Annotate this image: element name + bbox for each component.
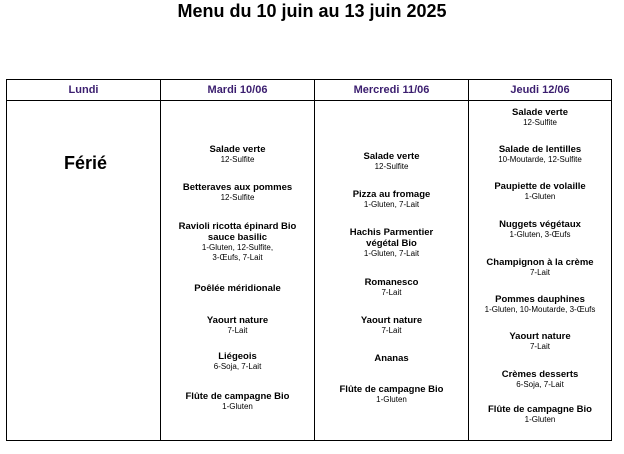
- menu-item: [469, 257, 611, 278]
- allergen-info: 7-Lait: [381, 326, 402, 335]
- column-lundi: [7, 101, 160, 440]
- menu-item: [161, 221, 314, 263]
- menu-item: [469, 331, 611, 352]
- allergen-info: 1-Gluten: [524, 192, 556, 201]
- dish-name: Champignon à la crème: [486, 257, 594, 268]
- menu-item: [469, 107, 611, 128]
- dish-name: Paupiette de volaille: [494, 181, 586, 192]
- header-mardi: Mardi 10/06: [207, 84, 268, 96]
- dish-name: Salade verte: [363, 151, 420, 162]
- menu-item: [161, 144, 314, 165]
- menu-item: [315, 315, 468, 336]
- menu-item: [469, 369, 611, 390]
- column-mercredi: [315, 101, 468, 440]
- dish-name: Yaourt nature: [509, 331, 571, 342]
- menu-item: [469, 219, 611, 240]
- allergen-info: 7-Lait: [529, 342, 550, 351]
- dish-name: végétal Bio: [366, 238, 417, 249]
- allergen-info: 1-Gluten, 7-Lait: [363, 249, 420, 258]
- dish-name: Flûte de campagne Bio: [185, 391, 290, 402]
- menu-item: [315, 227, 468, 259]
- allergen-info: 7-Lait: [227, 326, 248, 335]
- menu-item: [161, 351, 314, 372]
- menu-item: [161, 283, 314, 294]
- dish-name: Flûte de campagne Bio: [339, 384, 444, 395]
- allergen-info: 1-Gluten, 12-Sulfite,: [201, 243, 274, 252]
- header-lundi: Lundi: [68, 84, 99, 96]
- menu-item: [315, 277, 468, 298]
- dish-name: Liégeois: [218, 351, 257, 362]
- dish-name: Salade verte: [209, 144, 266, 155]
- menu-item: [469, 404, 611, 425]
- menu-table: [6, 79, 612, 441]
- dish-name: Crèmes desserts: [501, 369, 579, 380]
- column-jeudi: [469, 101, 611, 440]
- dish-name: Nuggets végétaux: [499, 219, 581, 230]
- dish-name: Ravioli ricotta épinard Bio: [178, 221, 297, 232]
- allergen-info: 6-Soja, 7-Lait: [213, 362, 262, 371]
- dish-name: Salade verte: [512, 107, 568, 118]
- dish-name: Poêlée méridionale: [194, 283, 281, 294]
- allergen-info: 1-Gluten: [376, 395, 407, 404]
- allergen-info: 1-Gluten, 10-Moutarde, 3-Œufs: [484, 305, 596, 314]
- dish-name: Betteraves aux pommes: [182, 182, 293, 193]
- page-title: Menu du 10 juin au 13 juin 2025: [177, 1, 447, 21]
- menu-item: [469, 294, 611, 315]
- menu-item: [161, 315, 314, 336]
- allergen-info: 12-Sulfite: [374, 162, 409, 171]
- dish-name: Flûte de campagne Bio: [488, 404, 592, 415]
- allergen-info: 6-Soja, 7-Lait: [516, 380, 564, 389]
- dish-name: sauce basilic: [207, 232, 268, 243]
- allergen-info: 12-Sulfite: [220, 155, 255, 164]
- menu-item: [469, 144, 611, 165]
- allergen-info: 1-Gluten, 3-Œufs: [509, 230, 571, 239]
- menu-item: [315, 384, 468, 405]
- dish-name: Yaourt nature: [206, 315, 269, 326]
- allergen-info: 12-Sulfite: [523, 118, 557, 127]
- allergen-info: 1-Gluten: [222, 402, 253, 411]
- header-jeudi: Jeudi 12/06: [510, 84, 570, 96]
- dish-name: Pommes dauphines: [495, 294, 585, 305]
- menu-item: [315, 189, 468, 210]
- allergen-info: 7-Lait: [529, 268, 550, 277]
- holiday-label: Férié: [64, 153, 108, 173]
- menu-item: [469, 181, 611, 202]
- dish-name: Yaourt nature: [360, 315, 423, 326]
- allergen-info: 10-Moutarde, 12-Sulfite: [498, 155, 582, 164]
- allergen-info: 1-Gluten, 7-Lait: [363, 200, 420, 209]
- dish-name: Pizza au fromage: [352, 189, 431, 200]
- allergen-info: 3-Œufs, 7-Lait: [212, 253, 263, 262]
- allergen-info: 1-Gluten: [524, 415, 556, 424]
- table-header-row: [7, 80, 611, 101]
- allergen-info: 12-Sulfite: [220, 193, 255, 202]
- header-mercredi: Mercredi 11/06: [353, 84, 430, 96]
- dish-name: Romanesco: [364, 277, 419, 288]
- dish-name: Hachis Parmentier: [349, 227, 434, 238]
- menu-item: [161, 391, 314, 412]
- menu-item: [161, 182, 314, 203]
- dish-name: Ananas: [374, 353, 409, 364]
- menu-item: [315, 353, 468, 364]
- allergen-info: 7-Lait: [381, 288, 402, 297]
- dish-name: Salade de lentilles: [498, 144, 582, 155]
- column-mardi: [161, 101, 314, 440]
- menu-item: [315, 151, 468, 172]
